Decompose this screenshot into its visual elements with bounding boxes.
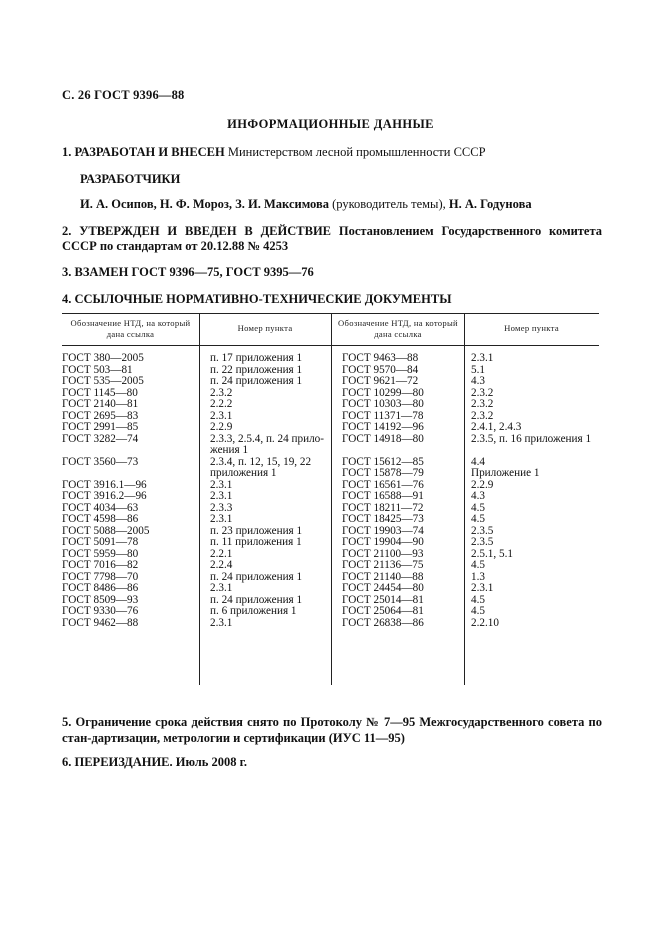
table-cell-item: 2.3.2 [210, 386, 233, 399]
table-cell-doc: ГОСТ 14918—80 [342, 432, 424, 445]
table-header-item-left: Номер пункта [237, 323, 293, 333]
page-header: С. 26 ГОСТ 9396—88 [62, 88, 185, 102]
table-cell-item: 2.3.5 [471, 536, 494, 548]
table-cell-item: 4.3 [471, 490, 485, 502]
table-cell-item: 4.5 [471, 559, 485, 571]
table-cell-doc: ГОСТ 16561—76 [342, 478, 424, 491]
table-cell-doc: ГОСТ 5091—78 [62, 536, 139, 548]
table-cell-doc: ГОСТ 14192—96 [342, 421, 424, 433]
table-col-doc-right [342, 353, 462, 629]
table-cell-item: 4.4 [471, 455, 485, 468]
table-cell-doc: ГОСТ 21140—88 [342, 570, 424, 583]
table-cell-item: 2.2.4 [210, 559, 233, 571]
table-cell-item: п. 6 приложения 1 [210, 605, 297, 617]
section-1-text: Министерством лесной промышленности СССР [227, 145, 486, 159]
table-cell-doc: ГОСТ 9462—88 [62, 616, 139, 629]
table-cell-item: 2.5.1, 5.1 [471, 547, 513, 560]
table-cell-item: 2.3.3 [210, 501, 233, 514]
developers-names-a: И. А. Осипов, Н. Ф. Мороз, З. И. Максимова [80, 197, 329, 211]
table-cell-doc: ГОСТ 2695—83 [62, 409, 139, 422]
table-cell-doc: ГОСТ 9463—88 [342, 352, 419, 364]
table-cell-doc: ГОСТ 19903—74 [342, 524, 424, 537]
table-cell-item: п. 11 приложения 1 [210, 536, 302, 548]
table-cell-item: 2.3.1 [210, 513, 233, 525]
table-cell-doc: ГОСТ 8509—93 [62, 593, 139, 606]
table-cell-item: 2.2.1 [210, 547, 233, 560]
table-col-divider-2 [331, 313, 332, 685]
table-col-item-left [210, 353, 328, 629]
table-col-doc-left [62, 353, 196, 629]
table-header-doc-left: Обозначение НТД, на который дана ссылка [70, 318, 191, 339]
table-cell-doc: ГОСТ 535—2005 [62, 375, 144, 387]
table-col-divider-1 [199, 313, 200, 685]
table-cell-item: 2.3.2 [471, 409, 494, 422]
section-2 [62, 224, 602, 254]
page-title: ИНФОРМАЦИОННЫЕ ДАННЫЕ [227, 117, 434, 131]
table-cell-item: 2.3.1 [210, 582, 233, 594]
table-cell-item: 2.3.2 [471, 398, 494, 410]
table-cell-doc: ГОСТ 26838—86 [342, 616, 424, 629]
section-2-label: 2. УТВЕРЖДЕН И ВВЕДЕН В ДЕЙСТВИЕ [62, 224, 332, 238]
table-cell-doc: ГОСТ 25064—81 [342, 605, 424, 617]
developers-label: РАЗРАБОТЧИКИ [80, 172, 181, 186]
table-cell-item: 2.2.10 [471, 616, 499, 629]
table-cell-doc: ГОСТ 9570—84 [342, 363, 419, 376]
table-cell-item: 2.3.2 [471, 386, 494, 399]
table-cell-doc: ГОСТ 15878—79 [342, 467, 424, 479]
table-cell-doc: ГОСТ 9621—72 [342, 375, 419, 387]
table-cell-doc: ГОСТ 19904—90 [342, 536, 424, 548]
developers-list [62, 197, 620, 212]
table-cell-doc: ГОСТ 21100—93 [342, 547, 424, 560]
table-cell-doc: ГОСТ 11371—78 [342, 409, 424, 422]
table-header-item-right: Номер пункта [504, 323, 559, 333]
table-cell-item: 2.3.5, п. 16 приложения 1 [471, 432, 592, 445]
table-cell-doc: ГОСТ 10303—80 [342, 398, 424, 410]
table-cell-item: 4.5 [471, 593, 485, 606]
table-cell-doc: ГОСТ 3916.1—96 [62, 478, 147, 491]
table-cell-item: 2.3.1 [210, 490, 233, 502]
table-cell-item: 2.4.1, 2.4.3 [471, 421, 522, 433]
table-cell-doc: ГОСТ 5959—80 [62, 547, 139, 560]
table-cell-doc: ГОСТ 7798—70 [62, 570, 139, 583]
table-cell-doc: ГОСТ 503—81 [62, 363, 133, 376]
table-cell-doc: ГОСТ 24454—80 [342, 582, 424, 594]
section-1-label: 1. РАЗРАБОТАН И ВНЕСЕН [62, 145, 225, 159]
section-6: 6. ПЕРЕИЗДАНИЕ. Июль 2008 г. [62, 755, 247, 769]
section-5-text: 5. Ограничение срока действия снято по Протоколу № 7—95 Межгосударственного совета по стан-дартизации, метрологии и сертификации (ИУС 11—95) [62, 715, 602, 745]
table-cell-item: п. 24 приложения 1 [210, 375, 303, 387]
table-cell-item: 2.3.1 [210, 616, 233, 629]
table-cell-item: 2.2.2 [210, 398, 233, 410]
table-cell-doc: ГОСТ 380—2005 [62, 352, 144, 364]
table-cell-doc: ГОСТ 15612—85 [342, 455, 424, 468]
table-cell-item: п. 24 приложения 1 [210, 593, 303, 606]
table-cell-doc: ГОСТ 3916.2—96 [62, 490, 147, 502]
table-col-divider-3 [464, 313, 465, 685]
section-1 [62, 145, 602, 160]
table-cell-doc: ГОСТ 18211—72 [342, 501, 424, 514]
table-cell-item: п. 23 приложения 1 [210, 524, 303, 537]
table-cell-item: 2.2.9 [471, 478, 494, 491]
table-cell-item: 2.3.1 [471, 352, 494, 364]
table-cell-item: 4.3 [471, 375, 485, 387]
table-cell-item: Приложение 1 [471, 467, 540, 479]
table-cell-doc: ГОСТ 9330—76 [62, 605, 139, 617]
table-cell-doc: ГОСТ 3282—74 [62, 432, 139, 445]
table-cell-doc: ГОСТ 4034—63 [62, 501, 139, 514]
table-cell-item: 4.5 [471, 513, 485, 525]
table-cell-doc: ГОСТ 1145—80 [62, 386, 138, 399]
table-cell-doc: ГОСТ 8486—86 [62, 582, 139, 594]
table-cell-doc: ГОСТ 2991—85 [62, 421, 139, 433]
table-cell-item: 2.2.9 [210, 421, 233, 433]
table-cell-item: п. 24 приложения 1 [210, 570, 303, 583]
table-cell-doc: ГОСТ 25014—81 [342, 593, 424, 606]
table-cell-doc: ГОСТ 21136—75 [342, 559, 424, 571]
table-cell-doc: ГОСТ 18425—73 [342, 513, 424, 525]
section-2-text: Постановлением Государственного комитета СССР по стандартам от 20.12.88 № 4253 [62, 224, 603, 253]
table-cell-item: 4.5 [471, 605, 485, 617]
section-3: 3. ВЗАМЕН ГОСТ 9396—75, ГОСТ 9395—76 [62, 265, 314, 279]
table-header-doc-right: Обозначение НТД, на который дана ссылка [338, 318, 458, 339]
developers-names-b: Н. А. Годунова [448, 197, 532, 211]
table-cell-item: 4.5 [471, 501, 485, 514]
table-cell-doc: ГОСТ 5088—2005 [62, 524, 150, 537]
table-cell-item: 2.3.1 [210, 478, 233, 491]
table-cell-item: 5.1 [471, 363, 485, 376]
table-cell-doc: ГОСТ 16588—91 [342, 490, 424, 502]
table-cell-item: п. 22 приложения 1 [210, 363, 303, 376]
table-cell-doc: ГОСТ 10299—80 [342, 386, 424, 399]
table-col-item-right [471, 353, 597, 629]
table-cell-item: 2.3.1 [471, 582, 494, 594]
table-cell-item: п. 17 приложения 1 [210, 352, 303, 364]
table-cell-doc: ГОСТ 7016—82 [62, 559, 139, 571]
table-cell-item: 2.3.1 [210, 409, 233, 422]
table-cell-item: 2.3.5 [471, 524, 494, 537]
developers-role: (руководитель темы), [332, 197, 446, 211]
table-cell-item: 2.3.4, п. 12, 15, 19, 22 приложения 1 [210, 455, 312, 479]
table-cell-item: 1.3 [471, 570, 485, 583]
section-5 [62, 714, 602, 746]
section-4: 4. ССЫЛОЧНЫЕ НОРМАТИВНО-ТЕХНИЧЕСКИЕ ДОКУМЕНТЫ [62, 292, 452, 306]
table-cell-doc: ГОСТ 4598—86 [62, 513, 139, 525]
table-cell-doc: ГОСТ 2140—81 [62, 398, 139, 410]
table-cell-item: 2.3.3, 2.5.4, п. 24 прило-жения 1 [210, 432, 324, 456]
table-cell-doc: ГОСТ 3560—73 [62, 455, 139, 468]
